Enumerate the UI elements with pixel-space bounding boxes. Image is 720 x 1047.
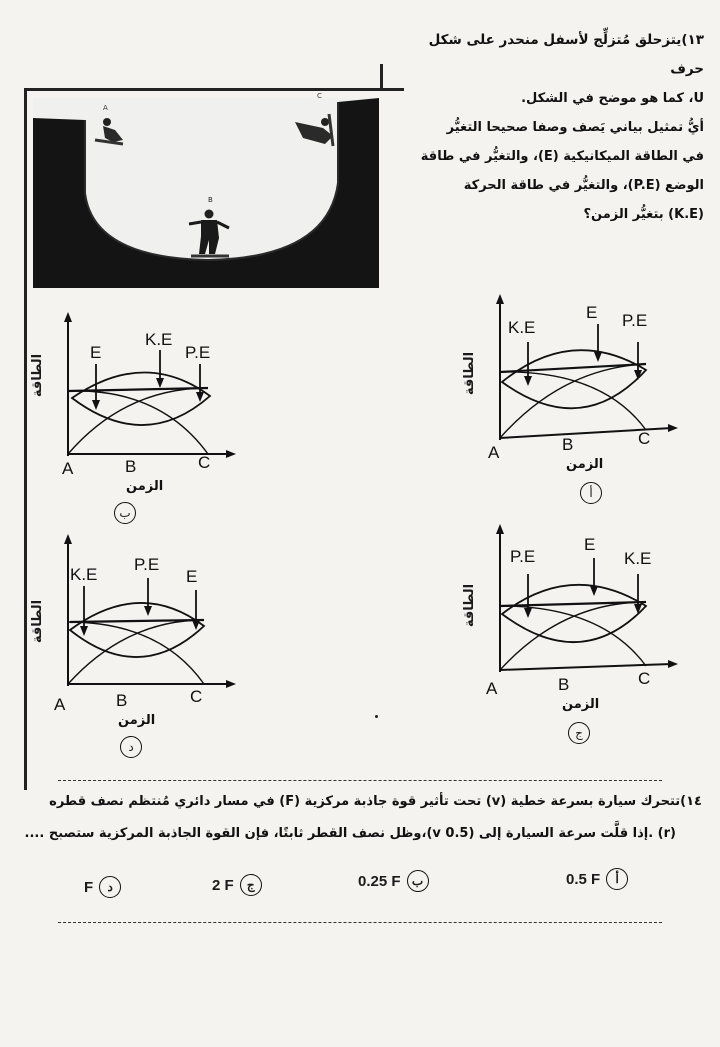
graph-option-d bbox=[30, 540, 240, 760]
graph-c-label-1: P.E bbox=[510, 547, 536, 566]
graph-c-point-b: B bbox=[558, 675, 570, 694]
graph-a-svg bbox=[462, 300, 682, 510]
halfpipe-photo bbox=[33, 92, 379, 288]
page-frame-left bbox=[24, 90, 27, 790]
photo-label-b: B bbox=[208, 196, 213, 204]
graph-a-option-badge[interactable]: أ bbox=[580, 482, 602, 504]
q14-option-c-badge: ج bbox=[240, 874, 262, 896]
graph-d-point-a: A bbox=[54, 695, 66, 714]
graph-d-axis-y: الطاقة bbox=[30, 599, 46, 644]
graph-d-label-3: E bbox=[186, 567, 198, 586]
q14-line-2: (r) .إذا قلَّت سرعة السيارة إلى (0.5 v)،وظل نصف القطر ثابتًا، فإن القوة الجاذبة المركزية ستصبح .... bbox=[24, 826, 676, 841]
graph-option-b bbox=[30, 318, 240, 528]
separator-bottom bbox=[58, 922, 662, 923]
stray-dot bbox=[375, 715, 378, 718]
graph-a-label-2: E bbox=[586, 303, 598, 322]
graph-d-label-2: P.E bbox=[134, 555, 160, 574]
q14-option-a-badge: أ bbox=[606, 868, 628, 890]
page-frame-corner bbox=[380, 64, 383, 91]
photo-label-c: C bbox=[317, 92, 322, 100]
graph-c-point-a: A bbox=[486, 679, 498, 698]
graph-b-option-badge[interactable]: ب bbox=[114, 502, 136, 524]
graph-option-c bbox=[462, 530, 682, 750]
graph-b-svg bbox=[30, 318, 240, 528]
graph-b-point-b: B bbox=[125, 457, 137, 476]
q13-line-2: U، كما هو موضح في الشكل. bbox=[521, 91, 704, 106]
graph-a-point-a: A bbox=[488, 443, 500, 462]
q13-line-4: في الطاقة الميكانيكية (E)، والتغيُّر في طاقة bbox=[420, 149, 704, 164]
graph-a-point-c: C bbox=[638, 429, 651, 448]
q14-option-a[interactable] bbox=[566, 868, 628, 890]
graph-d-point-b: B bbox=[116, 691, 128, 710]
q14-option-d[interactable] bbox=[84, 876, 121, 898]
photo-label-a: A bbox=[103, 104, 108, 112]
q13-line-1: ١٣)يتزحلق مُتزلِّج لأسفل منحدر على شكل حرف bbox=[428, 32, 704, 77]
q14-option-a-value: 0.5 F bbox=[566, 870, 601, 888]
q13-line-5: الوضع (P.E)، والتغيُّر في طاقة الحركة bbox=[463, 178, 704, 193]
q13-text bbox=[392, 26, 704, 229]
graph-b-axis-y: الطاقة bbox=[30, 353, 46, 398]
graph-a-point-b: B bbox=[562, 435, 574, 454]
q14-option-c-value: 2 F bbox=[212, 876, 234, 894]
q13-line-6: (K.E) بتغيُّر الزمن؟ bbox=[583, 207, 704, 222]
graph-c-axis-x: الزمن bbox=[562, 697, 600, 712]
graph-d-svg bbox=[30, 540, 240, 760]
q14-option-d-value: F bbox=[84, 878, 94, 896]
halfpipe-illustration bbox=[33, 92, 379, 288]
graph-c-option-badge[interactable]: ج bbox=[568, 722, 590, 744]
q14-line-1: ١٤)تتحرك سيارة بسرعة خطية (v) تحت تأثير قوة جاذبة مركزية (F) في مسار دائري مُنتظم نصف قطره bbox=[49, 794, 702, 809]
graph-b-label-2: K.E bbox=[145, 330, 173, 349]
graph-a-label-1: K.E bbox=[508, 318, 536, 337]
graph-b-label-3: P.E bbox=[185, 343, 211, 362]
graph-d-option-badge[interactable]: د bbox=[120, 736, 142, 758]
graph-c-label-2: E bbox=[584, 535, 596, 554]
graph-a-axis-x: الزمن bbox=[566, 457, 604, 472]
graph-c-svg bbox=[462, 530, 682, 750]
graph-d-axis-x: الزمن bbox=[118, 713, 156, 728]
graph-b-label-1: E bbox=[90, 343, 102, 362]
separator-top bbox=[58, 780, 662, 781]
q14-option-b[interactable] bbox=[358, 870, 429, 892]
q13-line-3: أيُّ تمثيل بياني يَصف وصفا صحيحا التغيُّر bbox=[446, 120, 704, 135]
q14-option-b-badge: ب bbox=[407, 870, 429, 892]
q14-option-b-value: 0.25 F bbox=[358, 872, 401, 890]
page-frame-top bbox=[24, 88, 404, 91]
graph-c-label-3: K.E bbox=[624, 549, 652, 568]
graph-b-point-a: A bbox=[62, 459, 74, 478]
graph-c-axis-y: الطاقة bbox=[462, 583, 478, 628]
graph-b-axis-x: الزمن bbox=[126, 479, 164, 494]
graph-a-axis-y: الطاقة bbox=[462, 351, 478, 396]
graph-d-point-c: C bbox=[190, 687, 203, 706]
q14-option-c[interactable] bbox=[212, 874, 262, 896]
graph-c-point-c: C bbox=[638, 669, 651, 688]
graph-b-point-c: C bbox=[198, 453, 211, 472]
q14-option-d-badge: د bbox=[99, 876, 121, 898]
graph-option-a bbox=[462, 300, 682, 510]
graph-a-label-3: P.E bbox=[622, 311, 648, 330]
graph-d-label-1: K.E bbox=[70, 565, 98, 584]
